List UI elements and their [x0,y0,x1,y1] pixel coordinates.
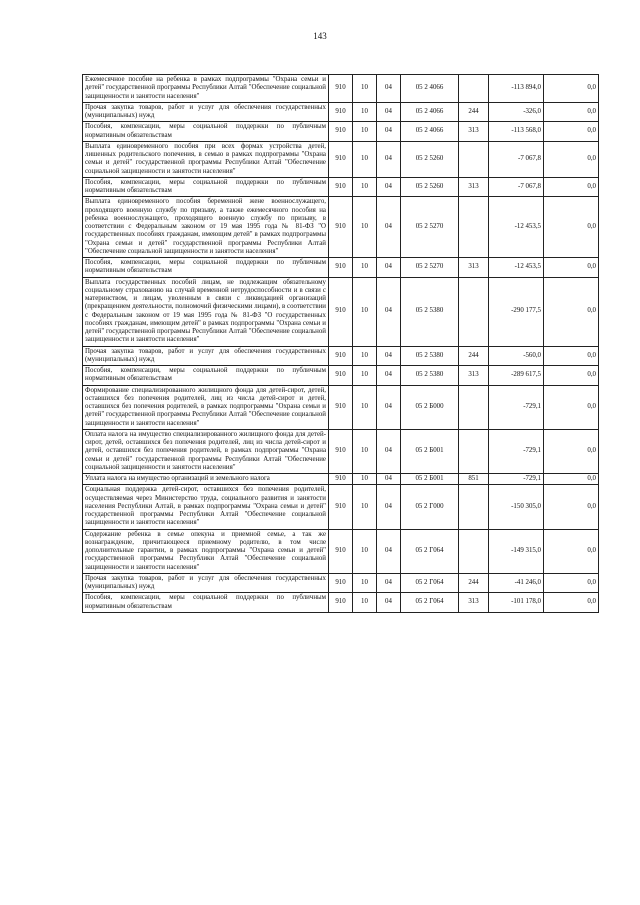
cell-amount: -290 177,5 [489,277,544,346]
cell-amount-2: 0,0 [544,258,599,278]
cell-description: Уплата налога на имущество организаций и земельного налога [83,474,329,485]
cell-amount: -289 617,5 [489,366,544,386]
cell-expense-type [459,485,489,529]
page-number: 143 [313,31,327,41]
cell-description: Пособия, компенсации, меры социальной поддержки по публичным нормативным обязательствам [83,366,329,386]
table-row [83,197,599,258]
cell-description: Выплата государственных пособий лицам, не подлежащим обязательному социальному страхованию на случай временной нетрудоспособности и в связи с материнством, и лицам, уволенным в связи с ликвидацией организаций (прекращением деятельности, полномочий физическими лицами), в соответствии с Федеральным законом от 19 мая 1995 года № 81-ФЗ "О государственных пособиях гражданам, имеющим детей" в рамках подпрограммы "Охрана семьи и детей" государственной программы Республики Алтай "Обеспечение социальной защищенности и занятости населения" [83,277,329,346]
cell-amount: -150 305,0 [489,485,544,529]
cell-expense-type [459,277,489,346]
cell-subsection: 04 [377,346,401,366]
cell-description: Пособия, компенсации, меры социальной поддержки по публичным нормативным обязательствам [83,122,329,142]
cell-amount-2: 0,0 [544,75,599,103]
cell-subsection: 04 [377,573,401,593]
cell-amount-2: 0,0 [544,277,599,346]
cell-expense-type: 313 [459,366,489,386]
cell-admin-code: 910 [329,141,353,177]
cell-amount-2: 0,0 [544,102,599,122]
cell-subsection: 04 [377,141,401,177]
cell-amount: -7 067,8 [489,141,544,177]
cell-amount-2: 0,0 [544,485,599,529]
cell-description: Содержание ребенка в семье опекуна и приемной семье, а так же вознаграждение, причитающееся приемному родителю, в том числе дополнительные гарантии, в рамках подпрограммы "Охрана семьи и детей" государственной программы Республики Алтай "Обеспечение социальной защищенности и занятости населения" [83,529,329,573]
cell-amount-2: 0,0 [544,346,599,366]
cell-expense-type: 313 [459,122,489,142]
cell-admin-code: 910 [329,75,353,103]
cell-subsection: 04 [377,485,401,529]
cell-amount: -560,0 [489,346,544,366]
cell-amount: -729,1 [489,474,544,485]
cell-amount-2: 0,0 [544,529,599,573]
cell-amount: -41 246,0 [489,573,544,593]
cell-description: Пособия, компенсации, меры социальной поддержки по публичным нормативным обязательствам [83,593,329,613]
cell-admin-code: 910 [329,258,353,278]
cell-target-item: 05 2 Г000 [401,485,459,529]
cell-subsection: 04 [377,258,401,278]
cell-section: 10 [353,346,377,366]
table-row [83,573,599,593]
cell-target-item: 05 2 Г064 [401,593,459,613]
cell-amount-2: 0,0 [544,197,599,258]
cell-description: Прочая закупка товаров, работ и услуг для обеспечения государственных (муниципальных) нужд [83,102,329,122]
cell-section: 10 [353,366,377,386]
cell-section: 10 [353,75,377,103]
cell-admin-code: 910 [329,197,353,258]
cell-amount: -12 453,5 [489,258,544,278]
cell-target-item: 05 2 5270 [401,197,459,258]
cell-amount-2: 0,0 [544,385,599,429]
table-row [83,102,599,122]
cell-amount-2: 0,0 [544,474,599,485]
cell-target-item: 05 2 Б000 [401,385,459,429]
cell-section: 10 [353,429,377,473]
cell-expense-type: 244 [459,346,489,366]
cell-description: Пособия, компенсации, меры социальной поддержки по публичным нормативным обязательствам [83,177,329,197]
cell-amount: -113 894,0 [489,75,544,103]
cell-amount: -12 453,5 [489,197,544,258]
cell-subsection: 04 [377,529,401,573]
cell-section: 10 [353,593,377,613]
table-row [83,122,599,142]
cell-admin-code: 910 [329,593,353,613]
cell-target-item: 05 2 5380 [401,346,459,366]
cell-admin-code: 910 [329,102,353,122]
cell-amount-2: 0,0 [544,177,599,197]
cell-section: 10 [353,141,377,177]
cell-subsection: 04 [377,385,401,429]
cell-admin-code: 910 [329,485,353,529]
cell-amount-2: 0,0 [544,573,599,593]
table-row [83,485,599,529]
cell-section: 10 [353,573,377,593]
table-row [83,474,599,485]
table-row [83,177,599,197]
cell-description: Пособия, компенсации, меры социальной поддержки по публичным нормативным обязательствам [83,258,329,278]
cell-description: Прочая закупка товаров, работ и услуг для обеспечения государственных (муниципальных) нужд [83,573,329,593]
cell-description: Социальная поддержка детей-сирот, оставшихся без попечения родителей, осуществляемая через Министерство труда, социального развития и занятости населения Республики Алтай, в рамках подпрограммы "Охрана семьи и детей" государственной программы Республики Алтай "Обеспечение социальной защищенности и занятости населения" [83,485,329,529]
cell-description: Выплата единовременного пособия беременной жене военнослужащего, проходящего военную службу по призыву, а также ежемесячного пособия на ребенка военнослужащего, проходящего военную службу по призыву, в соответствии с Федеральным законом от 19 мая 1995 года № 81-ФЗ "О государственных пособиях гражданам, имеющим детей" в рамках подпрограммы "Охрана семьи и детей" государственной программы Республики Алтай "Обеспечение социальной защищенности и занятости населения" [83,197,329,258]
table-row [83,593,599,613]
cell-description: Прочая закупка товаров, работ и услуг для обеспечения государственных (муниципальных) нужд [83,346,329,366]
cell-target-item: 05 2 4066 [401,102,459,122]
cell-target-item: 05 2 5270 [401,258,459,278]
cell-section: 10 [353,474,377,485]
cell-section: 10 [353,277,377,346]
cell-section: 10 [353,258,377,278]
cell-admin-code: 910 [329,177,353,197]
cell-expense-type [459,429,489,473]
cell-amount: -7 067,8 [489,177,544,197]
cell-expense-type [459,385,489,429]
cell-target-item: 05 2 5260 [401,141,459,177]
table-row [83,346,599,366]
table-row [83,385,599,429]
cell-admin-code: 910 [329,385,353,429]
cell-section: 10 [353,197,377,258]
cell-admin-code: 910 [329,346,353,366]
cell-target-item: 05 2 5260 [401,177,459,197]
cell-target-item: 05 2 Б001 [401,429,459,473]
cell-target-item: 05 2 4066 [401,75,459,103]
cell-description: Формирование специализированного жилищного фонда для детей-сирот, детей, оставшихся без попечения родителей, лиц из числа детей-сирот и детей, оставшихся без попечения родителей, в рамках подпрограммы "Охрана семьи и детей" государственной программы Республики Алтай "Обеспечение социальной защищенности и занятости населения" [83,385,329,429]
cell-expense-type: 851 [459,474,489,485]
cell-expense-type [459,529,489,573]
cell-amount-2: 0,0 [544,366,599,386]
cell-subsection: 04 [377,177,401,197]
cell-target-item: 05 2 4066 [401,122,459,142]
cell-admin-code: 910 [329,529,353,573]
cell-admin-code: 910 [329,429,353,473]
cell-target-item: 05 2 Г064 [401,573,459,593]
cell-section: 10 [353,177,377,197]
cell-admin-code: 910 [329,277,353,346]
table-row [83,141,599,177]
cell-expense-type [459,197,489,258]
table-row [83,75,599,103]
cell-admin-code: 910 [329,573,353,593]
cell-target-item: 05 2 Г064 [401,529,459,573]
table-row [83,429,599,473]
table-row [83,277,599,346]
cell-amount: -729,1 [489,429,544,473]
budget-table [82,74,599,613]
cell-expense-type [459,75,489,103]
cell-section: 10 [353,385,377,429]
cell-amount-2: 0,0 [544,429,599,473]
cell-subsection: 04 [377,593,401,613]
cell-expense-type: 313 [459,593,489,613]
cell-target-item: 05 2 Б001 [401,474,459,485]
cell-amount: -101 178,0 [489,593,544,613]
cell-subsection: 04 [377,474,401,485]
cell-subsection: 04 [377,122,401,142]
cell-admin-code: 910 [329,474,353,485]
cell-admin-code: 910 [329,366,353,386]
cell-target-item: 05 2 5380 [401,366,459,386]
cell-admin-code: 910 [329,122,353,142]
cell-amount-2: 0,0 [544,141,599,177]
cell-subsection: 04 [377,75,401,103]
table-body [83,75,599,613]
cell-description: Ежемесячное пособие на ребенка в рамках подпрограммы "Охрана семьи и детей" государственной программы Республики Алтай "Обеспечение социальной защищенности и занятости населения" [83,75,329,103]
cell-description: Оплата налога на имущество специализированного жилищного фонда для детей-сирот, детей, оставшихся без попечения родителей, лиц из числа детей-сирот и детей, оставшихся без попечения родителей, в рамках подпрограммы "Охрана семьи и детей" государственной программы Республики Алтай "Обеспечение социальной защищенности и занятости населения" [83,429,329,473]
table-row [83,258,599,278]
cell-amount: -149 315,0 [489,529,544,573]
cell-section: 10 [353,102,377,122]
table-row [83,366,599,386]
cell-amount: -113 568,0 [489,122,544,142]
cell-subsection: 04 [377,429,401,473]
cell-expense-type: 313 [459,258,489,278]
cell-subsection: 04 [377,197,401,258]
cell-target-item: 05 2 5380 [401,277,459,346]
cell-amount-2: 0,0 [544,122,599,142]
cell-section: 10 [353,529,377,573]
cell-section: 10 [353,122,377,142]
cell-amount-2: 0,0 [544,593,599,613]
cell-section: 10 [353,485,377,529]
cell-expense-type: 313 [459,177,489,197]
cell-expense-type: 244 [459,102,489,122]
cell-expense-type [459,141,489,177]
cell-expense-type: 244 [459,573,489,593]
cell-description: Выплата единовременного пособия при всех формах устройства детей, лишенных родительского попечения, в семью в рамках подпрограммы "Охрана семьи и детей" государственной программы Республики Алтай "Обеспечение социальной защищенности и занятости населения" [83,141,329,177]
cell-amount: -729,1 [489,385,544,429]
cell-subsection: 04 [377,102,401,122]
cell-subsection: 04 [377,277,401,346]
cell-subsection: 04 [377,366,401,386]
table-row [83,529,599,573]
cell-amount: -326,0 [489,102,544,122]
